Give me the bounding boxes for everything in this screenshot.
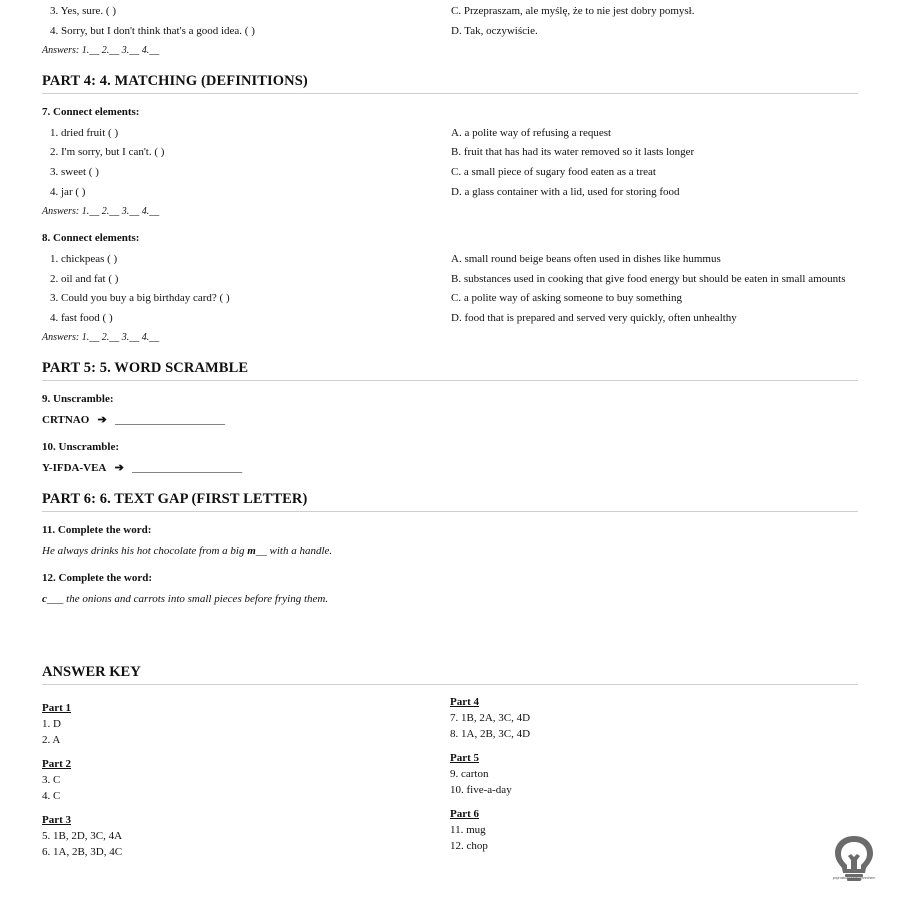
- part3-tail: [42, 2, 858, 59]
- key-part-heading: Part 4: [450, 695, 480, 708]
- match-left: 4. Sorry, but I don't think that's a good idea. ( ): [50, 24, 255, 37]
- match-list: [42, 124, 858, 203]
- match-left: 4. fast food ( ): [50, 312, 113, 325]
- match-right: A. small round beige beans often used in dishes like hummus: [451, 252, 721, 265]
- match-right: D. Tak, oczywiście.: [451, 24, 538, 37]
- match-row: [42, 309, 858, 329]
- match-right: B. fruit that has had its water removed so it lasts longer: [451, 146, 695, 159]
- match-row: [42, 22, 858, 42]
- match-left: 3. sweet ( ): [50, 166, 99, 179]
- section-title-part4: PART 4: 4. MATCHING (DEFINITIONS): [42, 73, 858, 94]
- logo-text: poprostuangielskigrzechem: [832, 876, 876, 880]
- match-left: 2. oil and fat ( ): [50, 272, 119, 285]
- answer-key-right-column: [450, 687, 858, 861]
- gap-text-before: He always drinks his hot chocolate from a big: [42, 544, 248, 557]
- match-row: [42, 163, 858, 183]
- match-row: [42, 250, 858, 270]
- gap-sentence: [42, 590, 858, 608]
- key-item: 1. D: [42, 717, 61, 730]
- key-item: 2. A: [42, 734, 61, 747]
- match-left: 4. jar ( ): [50, 185, 86, 198]
- section-title-part6: PART 6: 6. TEXT GAP (FIRST LETTER): [42, 491, 858, 512]
- scrambled-word: Y-IFDA-VEA: [42, 461, 107, 474]
- scramble-line: [42, 459, 858, 477]
- key-item: 7. 1B, 2A, 3C, 4D: [450, 711, 531, 724]
- match-right: A. a polite way of refusing a request: [451, 126, 612, 139]
- match-left: 1. dried fruit ( ): [50, 126, 119, 139]
- question-title: 10. Unscramble:: [42, 440, 119, 453]
- match-row: [42, 183, 858, 203]
- arrow-icon: ➔: [97, 413, 107, 426]
- key-part-heading: Part 5: [450, 751, 480, 764]
- arrow-icon: ➔: [114, 461, 124, 474]
- match-row: [42, 270, 858, 290]
- answer-blank[interactable]: ____________________: [132, 461, 243, 474]
- match-row: [42, 143, 858, 163]
- key-part-heading: Part 6: [450, 807, 480, 820]
- match-row: [42, 289, 858, 309]
- answers-line: Answers: 1.__ 2.__ 3.__ 4.__: [42, 44, 160, 56]
- question-title: 12. Complete the word:: [42, 571, 152, 584]
- key-item: 8. 1A, 2B, 3C, 4D: [450, 728, 531, 741]
- key-item: 3. C: [42, 773, 61, 786]
- key-item: 6. 1A, 2B, 3D, 4C: [42, 846, 123, 859]
- key-part-heading: Part 1: [42, 701, 72, 714]
- gap-hint-letter: c: [42, 592, 47, 605]
- scramble-line: [42, 411, 858, 429]
- question-title: 7. Connect elements:: [42, 105, 140, 118]
- question-title: 9. Unscramble:: [42, 392, 114, 405]
- match-right: C. Przepraszam, ale myślę, że to nie jest dobry pomysł.: [451, 5, 695, 17]
- match-row: [42, 124, 858, 144]
- question-title: 8. Connect elements:: [42, 231, 140, 244]
- key-part-heading: Part 2: [42, 757, 72, 770]
- match-left: 1. chickpeas ( ): [50, 252, 118, 265]
- gap-text-after: __ with a handle.: [255, 544, 333, 557]
- match-row: [42, 2, 858, 22]
- answer-key-columns: [42, 685, 858, 861]
- answer-key-title: ANSWER KEY: [42, 664, 858, 685]
- key-item: 4. C: [42, 790, 61, 803]
- match-right: C. a small piece of sugary food eaten as a treat: [451, 166, 656, 179]
- key-item: 12. chop: [450, 840, 488, 853]
- match-right: C. a polite way of asking someone to buy something: [451, 292, 682, 305]
- answer-key: [42, 664, 858, 861]
- gap-hint-letter: m: [247, 544, 256, 557]
- match-left: 3. Could you buy a big birthday card? ( ): [50, 292, 230, 305]
- key-item: 9. carton: [450, 767, 489, 780]
- gap-text-after: ___ the onions and carrots into small pieces before frying them.: [46, 592, 329, 605]
- key-item: 10. five-a-day: [450, 784, 512, 797]
- answer-blank[interactable]: ____________________: [115, 413, 226, 426]
- worksheet-page: [42, 0, 858, 861]
- match-left: 3. Yes, sure. ( ): [50, 5, 116, 17]
- match-right: B. substances used in cooking that give food energy but should be eaten in small amounts: [451, 272, 846, 285]
- key-item: 5. 1B, 2D, 3C, 4A: [42, 829, 123, 842]
- scrambled-word: CRTNAO: [42, 413, 90, 426]
- match-right: D. a glass container with a lid, used for storing food: [451, 185, 680, 198]
- answers-line: Answers: 1.__ 2.__ 3.__ 4.__: [42, 331, 160, 343]
- answer-key-left-column: [42, 693, 450, 861]
- section-title-part5: PART 5: 5. WORD SCRAMBLE: [42, 360, 858, 381]
- key-item: 11. mug: [450, 823, 486, 836]
- key-part-heading: Part 3: [42, 813, 72, 826]
- answers-line: Answers: 1.__ 2.__ 3.__ 4.__: [42, 205, 160, 217]
- gap-sentence: [42, 542, 858, 560]
- match-right: D. food that is prepared and served very quickly, often unhealthy: [451, 312, 737, 325]
- question-title: 11. Complete the word:: [42, 523, 152, 536]
- match-left: 2. I'm sorry, but I can't. ( ): [50, 146, 165, 159]
- match-list: [42, 250, 858, 329]
